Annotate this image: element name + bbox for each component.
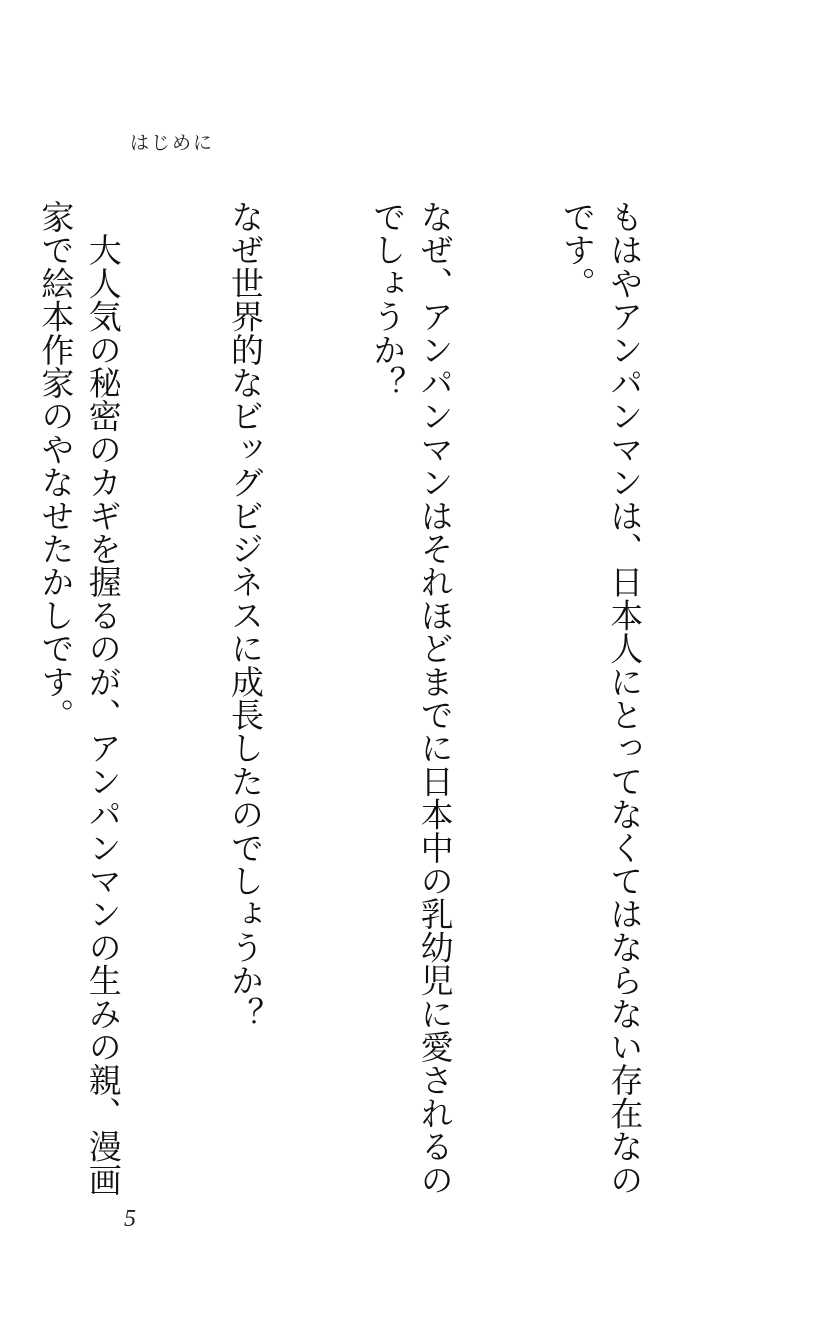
paragraph-1: もはやアンパンマンは、日本人にとってなくてはならない存在なのです。 bbox=[557, 200, 645, 1196]
page-number: 5 bbox=[124, 1206, 136, 1232]
paragraph-4: 大人気の秘密のカギを握るのが、アンパンマンの生みの親、漫画家で絵本作家のやなせたかしです。 bbox=[36, 200, 123, 1196]
paragraph-3: なぜ世界的なビッグビジネスに成長したのでしょうか？ bbox=[225, 200, 265, 1030]
body-text bbox=[0, 200, 743, 1200]
running-head: はじめに bbox=[130, 132, 215, 154]
paragraph-2: なぜ、アンパンマンはそれほどまでに日本中の乳幼児に愛されるのでしょうか？ bbox=[368, 200, 455, 1196]
